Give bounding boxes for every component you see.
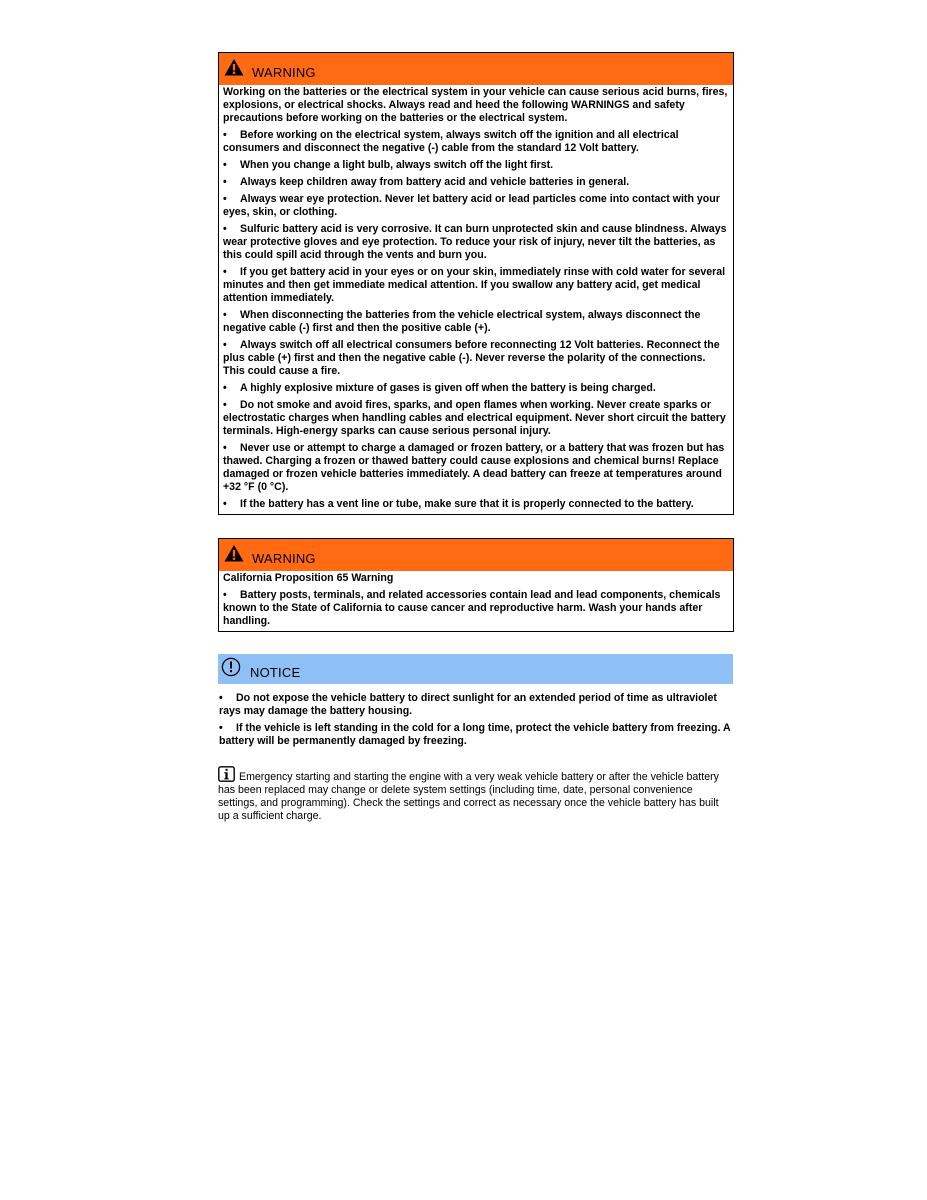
bullet: •: [223, 382, 227, 394]
info-note: [218, 766, 728, 823]
notice-box: [218, 654, 733, 752]
info-icon: [218, 766, 235, 782]
bullet: •: [223, 442, 227, 454]
bullet: •: [223, 129, 227, 141]
prop65-warning-box: [218, 538, 734, 632]
warning-header: [219, 539, 733, 571]
warning-item: • Always wear eye protection. Never let battery acid or lead particles come into contact with your eyes, skin, or clothing.: [223, 193, 720, 218]
warning-item: • When you change a light bulb, always switch off the light first.: [223, 159, 554, 171]
notice-title: NOTICE: [250, 665, 301, 680]
bullet: •: [223, 266, 227, 278]
warning-item: • Do not smoke and avoid fires, sparks, and open flames when working. Never create sparks or electrostatic charges when handling cables and electrical equipment. Never short circuit the battery terminals. High-energy sparks can cause serious personal injury.: [223, 399, 726, 437]
warning-title: WARNING: [252, 551, 316, 566]
battery-warning-box: [218, 52, 734, 515]
bullet: •: [223, 223, 227, 235]
bullet: •: [223, 193, 227, 205]
exclamation-circle-icon: [221, 657, 241, 677]
notice-body: [218, 684, 733, 748]
warning-triangle-icon: [224, 58, 244, 76]
bullet: •: [223, 339, 227, 351]
warning-title: WARNING: [252, 65, 316, 80]
bullet: •: [223, 159, 227, 171]
warning-item: • Never use or attempt to charge a damaged or frozen battery, or a battery that was frozen but has thawed. Charging a frozen or thawed battery could cause explosions and chemical burns! Replace damaged or frozen vehicle batteries immediately. A dead battery can freeze at temperatures around +32 °F (0 °C).: [223, 442, 725, 493]
bullet: •: [223, 176, 227, 188]
warning-header: [219, 53, 733, 85]
notice-item: • Do not expose the vehicle battery to direct sunlight for an extended period of time as ultraviolet rays may damage the battery housing.: [219, 692, 717, 717]
warning-item: • Always switch off all electrical consumers before reconnecting 12 Volt batteries. Reconnect the plus cable (+) first and then the negative cable (-). Never reverse the polarity of the connections. This could cause a fire.: [223, 339, 720, 377]
bullet: •: [223, 498, 227, 510]
bullet: •: [223, 309, 227, 321]
warning-body: [219, 85, 733, 514]
warning-item: • If you get battery acid in your eyes or on your skin, immediately rinse with cold water for several minutes and then get immediate medical attention. If you swallow any battery acid, get medical attention immediately.: [223, 266, 726, 304]
notice-item: • If the vehicle is left standing in the cold for a long time, protect the vehicle battery from freezing. A battery will be permanently damaged by freezing.: [219, 722, 731, 747]
warning-body: [219, 571, 733, 631]
warning-item: • If the battery has a vent line or tube, make sure that it is properly connected to the battery.: [223, 498, 694, 510]
warning-item: • Sulfuric battery acid is very corrosive. It can burn unprotected skin and cause blindness. Always wear protective gloves and eye protection. To reduce your risk of injury, never tilt the batteries, as this could spill acid through the vents and burn you.: [223, 223, 727, 261]
warning-item: • Before working on the electrical system, always switch off the ignition and all electrical consumers and disconnect the negative (-) cable from the standard 12 Volt battery.: [223, 129, 679, 154]
info-text: Emergency starting and starting the engine with a very weak vehicle battery or after the vehicle battery has been replaced may change or delete system settings (including time, date, personal convenience settings, and programming). Check the settings and correct as necessary once the vehicle battery has built up a sufficient charge.: [218, 771, 719, 822]
bullet: •: [219, 692, 223, 704]
warning-item: • Always keep children away from battery acid and vehicle batteries in general.: [223, 176, 630, 188]
notice-header: [218, 654, 733, 684]
bullet: •: [219, 722, 223, 734]
bullet: •: [223, 589, 227, 601]
warning-triangle-icon: [224, 544, 244, 562]
warning-item: • When disconnecting the batteries from the vehicle electrical system, always disconnect the negative cable (-) first and then the positive cable (+).: [223, 309, 701, 334]
warning-intro: California Proposition 65 Warning: [223, 572, 394, 584]
bullet: •: [223, 399, 227, 411]
warning-item: • Battery posts, terminals, and related accessories contain lead and lead components, chemicals known to the State of California to cause cancer and reproductive harm. Wash your hands after handling.: [223, 589, 721, 627]
warning-item: • A highly explosive mixture of gases is given off when the battery is being charged.: [223, 382, 656, 394]
warning-intro: Working on the batteries or the electrical system in your vehicle can cause serious acid burns, fires, explosions, or electrical shocks. Always read and heed the following WARNINGS and safety precautions before working on the batteries or the electrical system.: [223, 86, 728, 124]
